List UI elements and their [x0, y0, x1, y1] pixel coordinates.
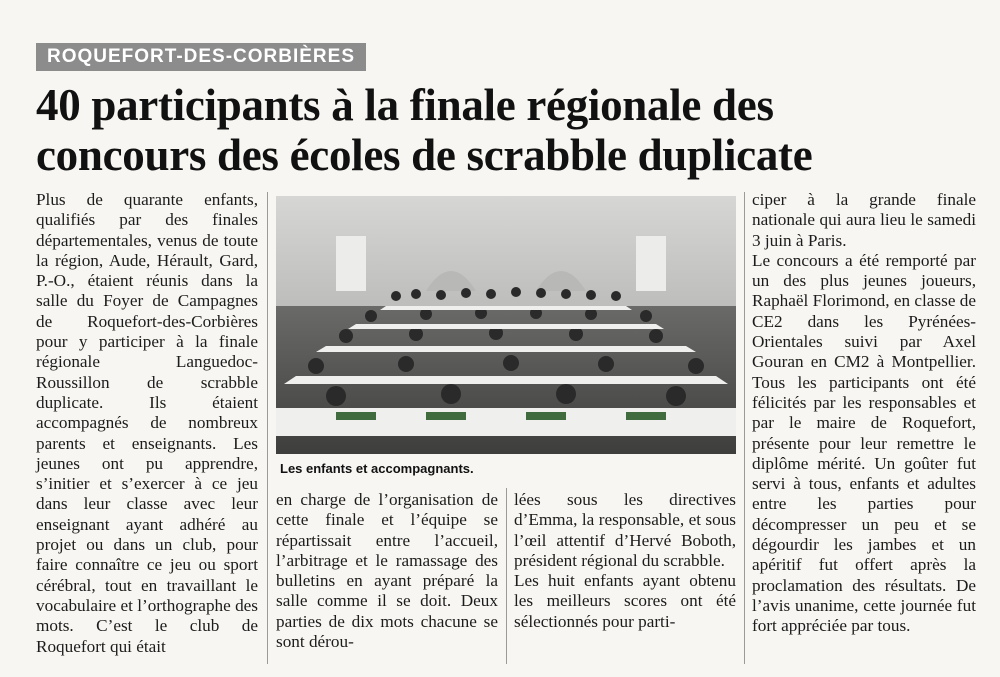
- paragraph-organisation: en charge de l’organisation de cette finale et l’équipe se répartissait entre l’accueil, l’arbitrage et le ramassage des bulletins en ayant préparé la salle comme il se doit. Deux parties de dix mots chacune se sont dérou-: [276, 490, 498, 652]
- paragraph-national-final: ciper à la grande finale nationale qui aura lieu le samedi 3 juin à Paris.: [752, 190, 976, 250]
- article-column-2: [276, 490, 498, 652]
- headline-line-1: 40 participants à la finale régionale des: [36, 80, 774, 130]
- photo-caption: Les enfants et accompagnants.: [280, 461, 474, 476]
- article-column-1: [36, 190, 258, 657]
- column-divider: [744, 192, 745, 664]
- column-divider: [506, 488, 507, 664]
- article-column-4: [752, 190, 976, 637]
- paragraph-intro: Plus de quarante enfants, qualifiés par des finales départementales, venus de toute la région, Aude, Hérault, Gard, P.-O., étaient réunis dans la salle du Foyer de Campagnes de Roquefort-des-Corbières pour y participer à la finale régionale Languedoc-Roussillon de scrabble duplicate. Ils étaient accompagnés de nombreux parents et enseignants. Les jeunes ont pu apprendre, s’initier et s’exercer à ce jeu dans leur classe avec leur enseignant ayant adhéré au projet ou dans un club, pour faire connaître ce jeu ou sport cérébral, tout en travaillant le vocabulaire et l’orthographe des mots. C’est le club de Roquefort qui était: [36, 190, 258, 656]
- photo-scene: [276, 196, 736, 454]
- paragraph-selection: Les huit enfants ayant obtenu les meilleurs scores ont été sélectionnés pour parti-: [514, 571, 736, 631]
- headline-line-2: concours des écoles de scrabble duplicate: [36, 130, 813, 180]
- paragraph-results: Le concours a été remporté par un des plus jeunes joueurs, Raphaël Florimond, en classe de CE2 dans les Pyrénées-Orientales suivi par Axel Gouran en CM2 à Montpellier. Tous les participants ont été félicités par les responsables et par le maire de Roquefort, présente pour leur remettre le diplôme mérité. Un goûter fut servi à tous, enfants et adultes entre les parties pour décompresser un peu et se dégourdir les jambes et un apéritif fut offert après la proclamation des résultats. De l’avis unanime, cette journée fut fort appréciée par tous.: [752, 250, 976, 636]
- column-divider: [267, 192, 268, 664]
- headline: [36, 80, 966, 180]
- paragraph-directives: lées sous les directives d’Emma, la responsable, et sous l’œil attentif d’Hervé Boboth, président régional du scrabble.: [514, 490, 736, 570]
- article-photo: [276, 196, 736, 454]
- article-column-3: [514, 490, 736, 632]
- section-kicker: ROQUEFORT-DES-CORBIÈRES: [36, 43, 366, 71]
